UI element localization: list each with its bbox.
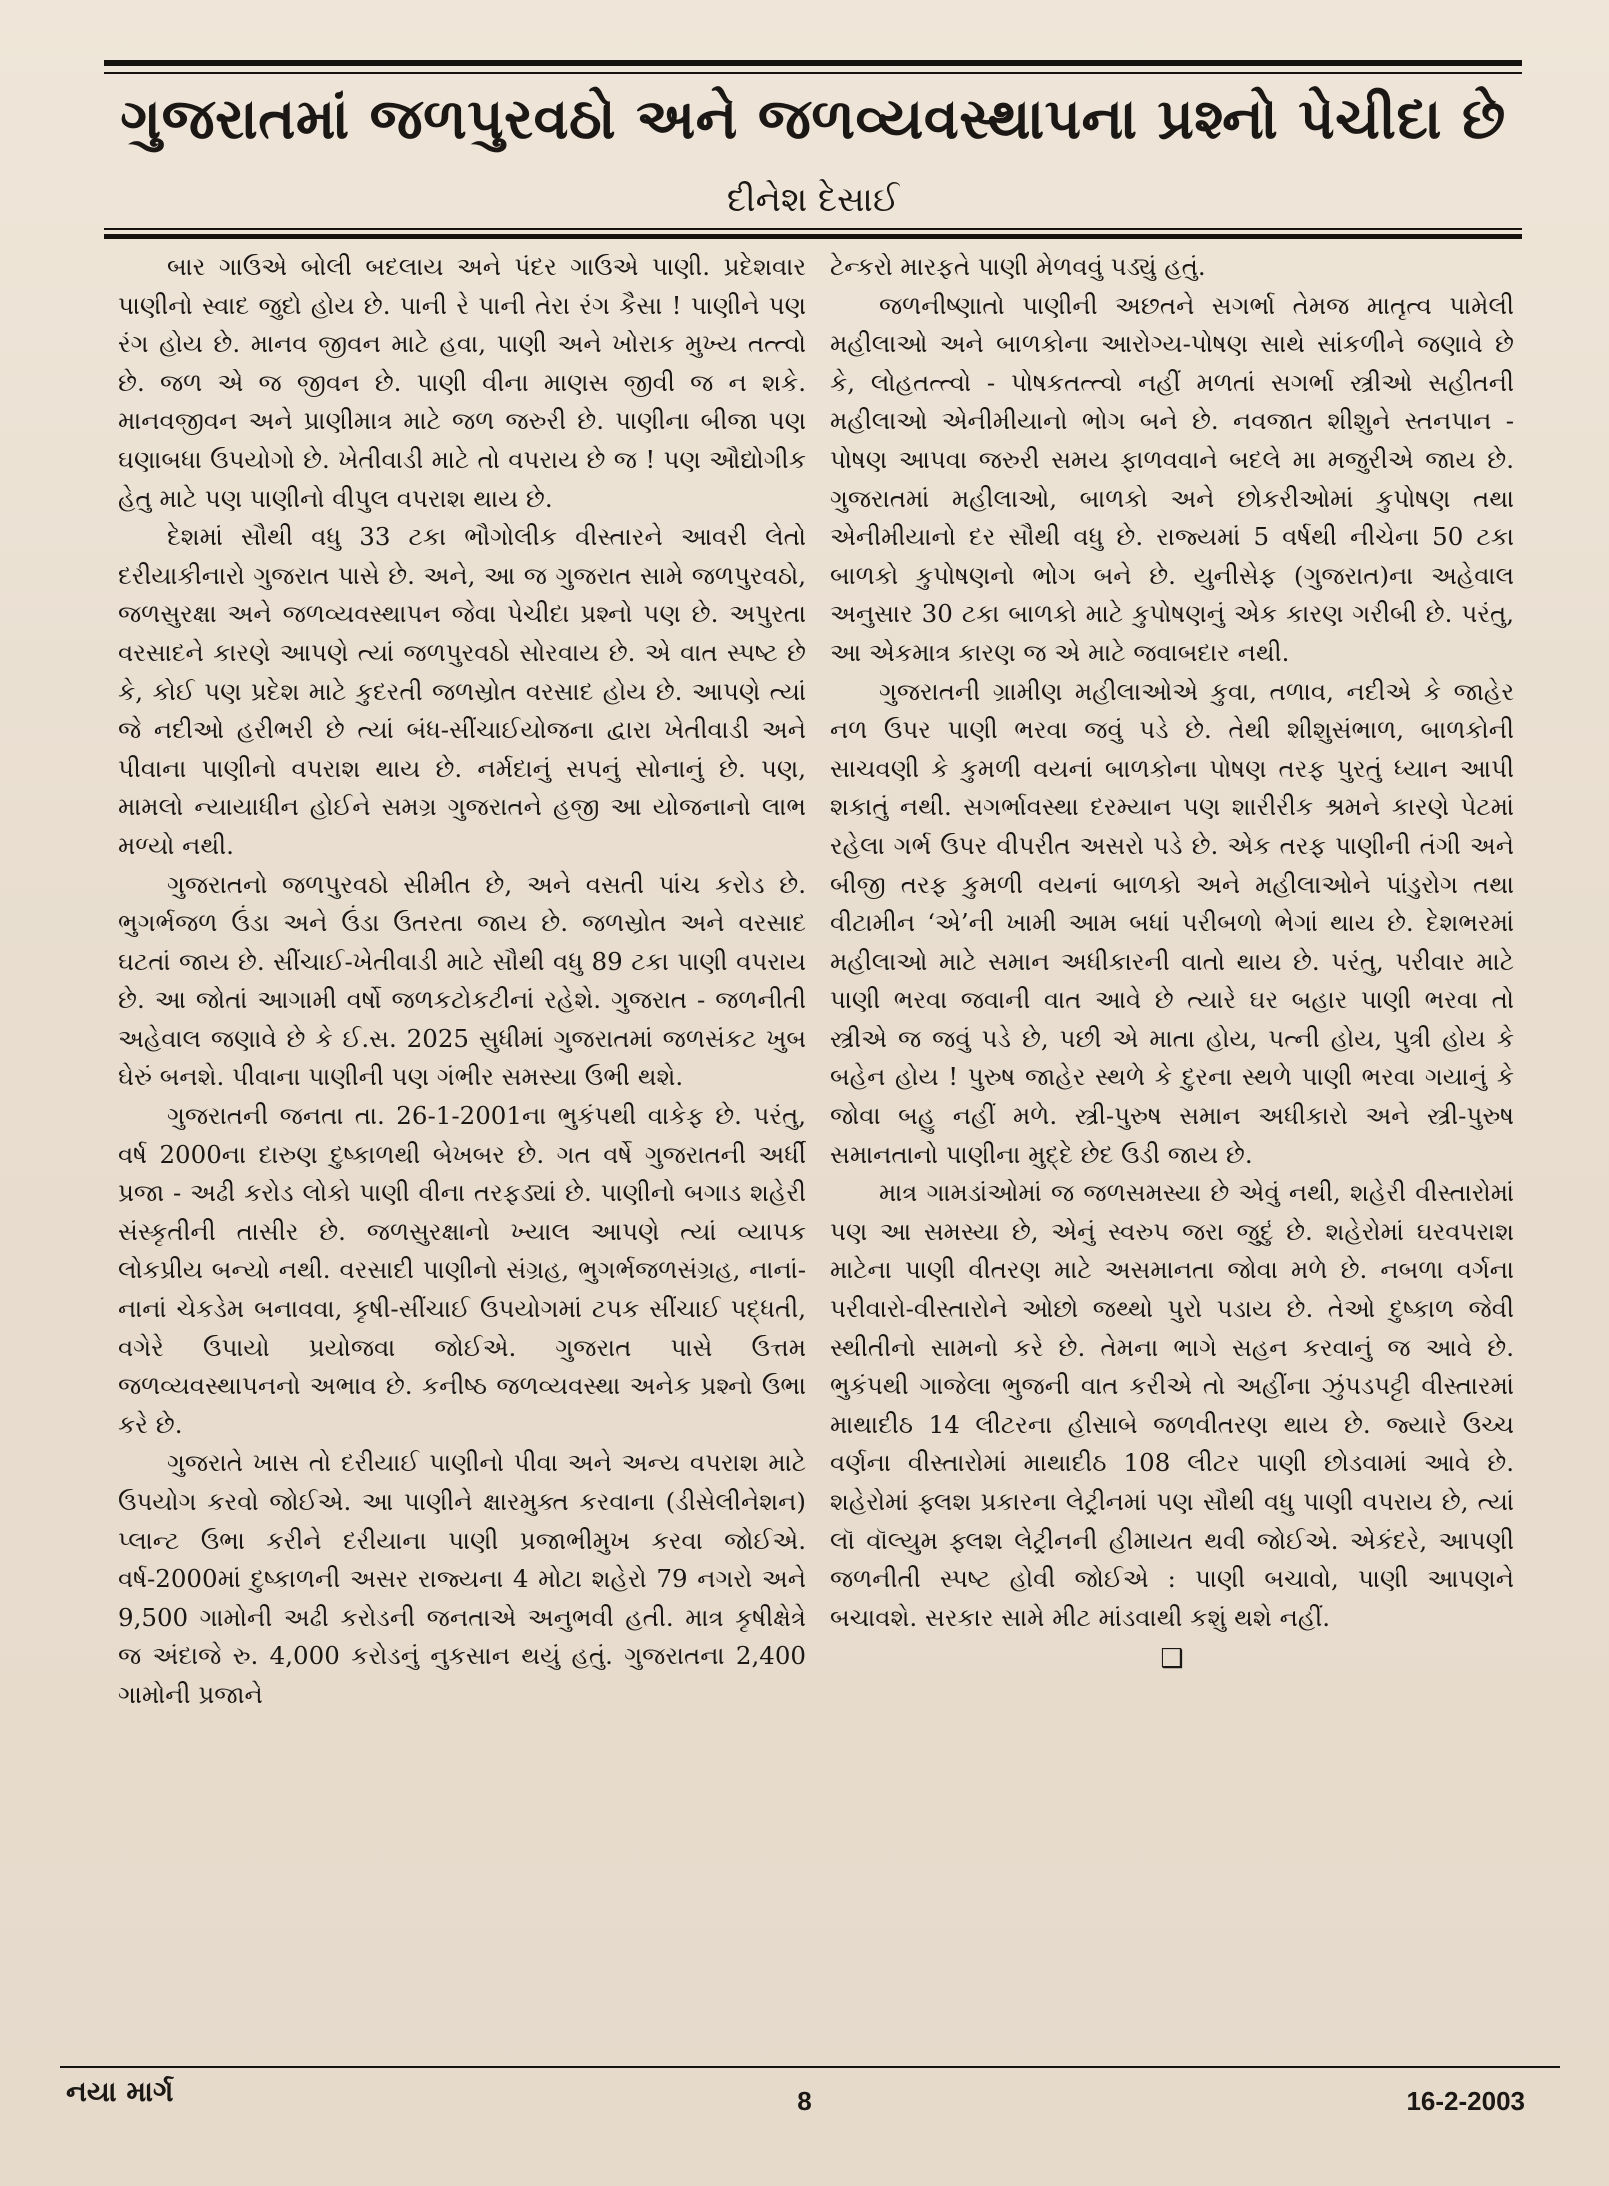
paragraph: ગુજરાતે ખાસ તો દરીયાઈ પાણીનો પીવા અને અન્ય વપરાશ માટે ઉપયોગ કરવો જોઈએ. આ પાણીને ક્ષારમુક્ત કરવાના (ડીસેલીનેશન) પ્લાન્ટ ઉભા કરીને દરીયાના પાણી પ્રજાભીમુખ કરવા જોઈએ. વર્ષ-2000માં દુષ્કાળની અસર રાજ્યના 4 મોટા શહેરો 79 નગરો અને 9,500 ગામોની અઢી કરોડની જનતાએ અનુભવી હતી. માત્ર કૃષીક્ષેત્રે જ અંદાજે રુ. 4,000 કરોડનું નુકસાન થયું હતું. ગુજરાતના 2,400 ગામોની પ્રજાને	[118, 1448, 806, 1709]
page-number: 8	[797, 2086, 812, 2116]
paragraph: જળનીષ્ણાતો પાણીની અછતને સગર્ભા તેમજ માતૃત્વ પામેલી મહીલાઓ અને બાળકોના આરોગ્ય-પોષણ સાથે સાંકળીને જણાવે છે કે, લોહતત્ત્વો - પોષકતત્ત્વો નહીં મળતાં સગર્ભા સ્ત્રીઓ સહીતની મહીલાઓ એનીમીયાનો ભોગ બને છે. નવજાત શીશુને સ્તનપાન - પોષણ આપવા જરુરી સમય ફાળવવાને બદલે મા મજુરીએ જાય છે. ગુજરાતમાં મહીલાઓ, બાળકો અને છોકરીઓમાં કુપોષણ તથા એનીમીયાનો દર સૌથી વધુ છે. રાજ્યમાં 5 વર્ષથી નીચેના 50 ટકા બાળકો કુપોષણનો ભોગ બને છે. યુનીસેફ (ગુજરાત)ના અહેવાલ અનુસાર 30 ટકા બાળકો માટે કુપોષણનું એક કારણ ગરીબી છે. પરંતુ, આ એકમાત્ર કારણ જ એ માટે જવાબદાર નથી.	[830, 290, 1514, 667]
paragraph: ગુજરાતની જનતા તા. 26-1-2001ના ભુકંપથી વાકેફ છે. પરંતુ, વર્ષ 2000ના દારુણ દુષ્કાળથી બેખબર છે. ગત વર્ષે ગુજરાતની અર્ધી પ્રજા - અઢી કરોડ લોકો પાણી વીના તરફડ્યાં છે. પાણીનો બગાડ શહેરી સંસ્કૃતીની તાસીર છે. જળસુરક્ષાનો ખ્યાલ આપણે ત્યાં વ્યાપક લોકપ્રીય બન્યો નથી. વરસાદી પાણીનો સંગ્રહ, ભુગર્ભજળસંગ્રહ, નાનાં-નાનાં ચેકડેમ બનાવવા, કૃષી-સીંચાઈ ઉપયોગમાં ટપક સીંચાઈ પદ્ધતી, વગેરે ઉપાયો પ્રયોજવા જોઈએ. ગુજરાત પાસે ઉત્તમ જળવ્યવસ્થાપનનો અભાવ છે. કનીષ્ઠ જળવ્યવસ્થા અનેક પ્રશ્નો ઉભા કરે છે.	[118, 1101, 806, 1439]
header-rule-thin	[104, 228, 1522, 230]
top-rule-thin	[104, 72, 1522, 74]
paragraph: દેશમાં સૌથી વધુ 33 ટકા ભૌગોલીક વીસ્તારને આવરી લેતો દરીયાકીનારો ગુજરાત પાસે છે. અને, આ જ ગુજરાત સામે જળપુરવઠો, જળસુરક્ષા અને જળવ્યવસ્થાપન જેવા પેચીદા પ્રશ્નો પણ છે. અપુરતા વરસાદને કારણે આપણે ત્યાં જળપુરવઠો સોરવાય છે. એ વાત સ્પષ્ટ છે કે, કોઈ પણ પ્રદેશ માટે કુદરતી જળસ્રોત વરસાદ હોય છે. આપણે ત્યાં જે નદીઓ હરીભરી છે ત્યાં બંધ-સીંચાઈયોજના દ્વારા ખેતીવાડી અને પીવાના પાણીનો વપરાશ થાય છે. નર્મદાનું સપનું સોનાનું છે. પણ, મામલો ન્યાયાધીન હોઈને સમગ્ર ગુજરાતને હજી આ યોજનાનો લાભ મળ્યો નથી.	[118, 522, 806, 860]
paragraph: માત્ર ગામડાંઓમાં જ જળસમસ્યા છે એવું નથી, શહેરી વીસ્તારોમાં પણ આ સમસ્યા છે, એનું સ્વરુપ જરા જુદું છે. શહેરોમાં ઘરવપરાશ માટેના પાણી વીતરણ માટે અસમાનતા જોવા મળે છે. નબળા વર્ગના પરીવારો-વીસ્તારોને ઓછો જથ્થો પુરો પડાય છે. તેઓ દુષ્કાળ જેવી સ્થીતીનો સામનો કરે છે. તેમના ભાગે સહન કરવાનું જ આવે છે. ભુકંપથી ગાજેલા ભુજની વાત કરીએ તો અહીંના ઝુંપડપટ્ટી વીસ્તારમાં માથાદીઠ 14 લીટરના હીસાબે જળવીતરણ થાય છે. જ્યારે ઉચ્ચ વર્ણના વીસ્તારોમાં માથાદીઠ 108 લીટર પાણી છોડવામાં આવે છે. શહેરોમાં ફ્લશ પ્રકારના લેટ્રીનમાં પણ સૌથી વધુ પાણી વપરાય છે, ત્યાં લૉ વૉલ્યુમ ફ્લશ લેટ્રીનની હીમાયત થવી જોઈએ. એકંદરે, આપણી જળનીતી સ્પષ્ટ હોવી જોઈએ : પાણી બચાવો, પાણી આપણને બચાવશે. સરકાર સામે મીટ માંડવાથી કશું થશે નહીં.	[830, 1178, 1514, 1632]
author-byline: દીનેશ દેસાઈ	[726, 180, 900, 220]
header-rule-thick	[104, 234, 1522, 239]
paragraph: ગુજરાતનો જળપુરવઠો સીમીત છે, અને વસતી પાંચ કરોડ છે. ભુગર્ભજળ ઉંડા અને ઉંડા ઉતરતા જાય છે. જળસ્રોત અને વરસાદ ઘટતાં જાય છે. સીંચાઈ-ખેતીવાડી માટે સૌથી વધુ 89 ટકા પાણી વપરાય છે. આ જોતાં આગામી વર્ષો જળકટોકટીનાં રહેશે. ગુજરાત - જળનીતી અહેવાલ જણાવે છે કે ઈ.સ. 2025 સુધીમાં ગુજરાતમાં જળસંકટ ખુબ ઘેરું બનશે. પીવાના પાણીની પણ ગંભીર સમસ્યા ઉભી થશે.	[118, 869, 806, 1092]
right-column	[830, 248, 1514, 2048]
left-column	[118, 248, 806, 2048]
end-of-article-icon: ❑	[1160, 1644, 1184, 1675]
article-headline: ગુજરાતમાં જળપુરવઠો અને જળવ્યવસ્થાપના પ્રશ્નો પેચીદા છે	[120, 87, 1506, 152]
paragraph: ગુજરાતની ગ્રામીણ મહીલાઓએ કુવા, તળાવ, નદીએ કે જાહેર નળ ઉપર પાણી ભરવા જવું પડે છે. તેથી શીશુસંભાળ, બાળકોની સાચવણી કે કુમળી વયનાં બાળકોના પોષણ તરફ પુરતું ધ્યાન આપી શકાતું નથી. સગર્ભાવસ્થા દરમ્યાન પણ શારીરીક શ્રમને કારણે પેટમાં રહેલા ગર્ભ ઉપર વીપરીત અસરો પડે છે. એક તરફ પાણીની તંગી અને બીજી તરફ કુમળી વયનાં બાળકો અને મહીલાઓને પાંડુરોગ તથા વીટામીન ‘એ’ની ખામી આમ બધાં પરીબળો ભેગાં થાય છે. દેશભરમાં મહીલાઓ માટે સમાન અધીકારની વાતો થાય છે. પરંતુ, પરીવાર માટે પાણી ભરવા જવાની વાત આવે છે ત્યારે ઘર બહાર પાણી ભરવા તો સ્ત્રીએ જ જવું પડે છે, પછી એ માતા હોય, પત્ની હોય, પુત્રી હોય કે બહેન હોય ! પુરુષ જાહેર સ્થળે કે દુરના સ્થળે પાણી ભરવા ગયાનું કે જોવા બહુ નહીં મળે. સ્ત્રી-પુરુષ સમાન અધીકારો અને સ્ત્રી-પુરુષ સમાનતાનો પાણીના મુદ્દે છેદ ઉડી જાય છે.	[830, 676, 1514, 1169]
publication-name: નયા માર્ગ	[66, 2075, 174, 2108]
paragraph: બાર ગાઉએ બોલી બદલાય અને પંદર ગાઉએ પાણી. પ્રદેશવાર પાણીનો સ્વાદ જુદો હોય છે. પાની રે પાની તેરા રંગ કૈસા ! પાણીને પણ રંગ હોય છે. માનવ જીવન માટે હવા, પાણી અને ખોરાક મુખ્ય તત્ત્વો છે. જળ એ જ જીવન છે. પાણી વીના માણસ જીવી જ ન શકે. માનવજીવન અને પ્રાણીમાત્ર માટે જળ જરુરી છે. પાણીના બીજા પણ ઘણાબધા ઉપયોગો છે. ખેતીવાડી માટે તો વપરાય છે જ ! પણ ઔદ્યોગીક હેતુ માટે પણ પાણીનો વીપુલ વપરાશ થાય છે.	[118, 252, 806, 513]
paragraph-continuation: ટેન્કરો મારફતે પાણી મેળવવું પડ્યું હતું.	[830, 252, 1206, 281]
issue-date: 16-2-2003	[1406, 2086, 1525, 2116]
footer-rule	[60, 2066, 1560, 2068]
top-rule	[104, 60, 1522, 66]
